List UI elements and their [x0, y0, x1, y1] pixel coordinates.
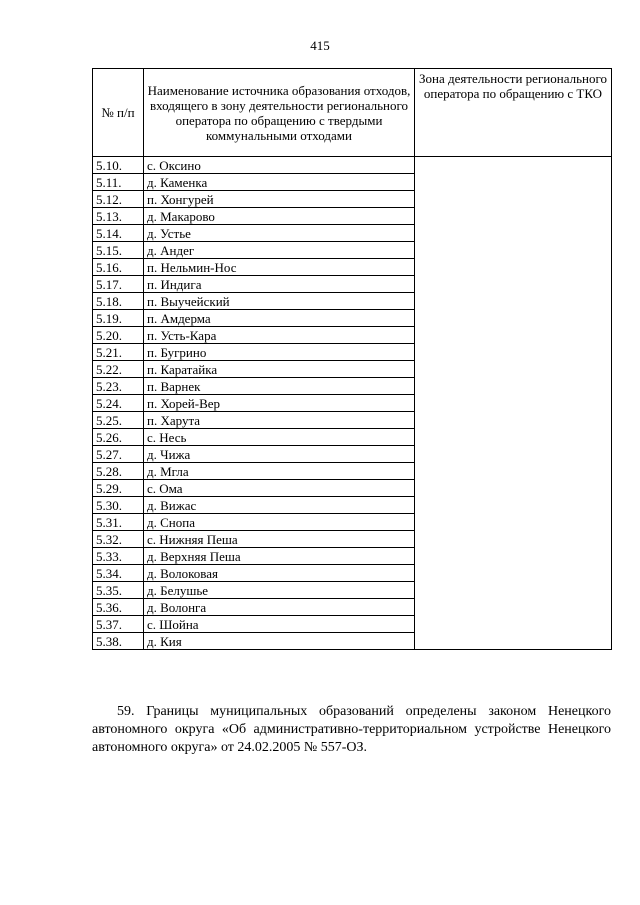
- row-source-name: с. Нижняя Пеша: [144, 531, 415, 548]
- row-number: 5.18.: [93, 293, 144, 310]
- row-source-name: с. Шойна: [144, 616, 415, 633]
- paragraph-59: 59. Границы муниципальных образований определены законом Ненецкого автономного округа «Об административно-территориальном устройстве Ненецкого автономного округа» от 24.02.2005 № 557-ОЗ.: [92, 704, 611, 755]
- row-source-name: п. Варнек: [144, 378, 415, 395]
- row-number: 5.22.: [93, 361, 144, 378]
- row-source-name: с. Несь: [144, 429, 415, 446]
- row-source-name: с. Ома: [144, 480, 415, 497]
- row-source-name: п. Бугрино: [144, 344, 415, 361]
- row-source-name: п. Хорей-Вер: [144, 395, 415, 412]
- row-source-name: д. Белушье: [144, 582, 415, 599]
- row-source-name: п. Индига: [144, 276, 415, 293]
- row-source-name: п. Харута: [144, 412, 415, 429]
- row-source-name: д. Вижас: [144, 497, 415, 514]
- row-number: 5.37.: [93, 616, 144, 633]
- row-number: 5.10.: [93, 157, 144, 174]
- row-source-name: д. Каменка: [144, 174, 415, 191]
- row-source-name: д. Кия: [144, 633, 415, 650]
- row-source-name: п. Хонгурей: [144, 191, 415, 208]
- row-source-name: п. Нельмин-Нос: [144, 259, 415, 276]
- table-row: [93, 157, 612, 174]
- row-source-name: д. Волоковая: [144, 565, 415, 582]
- row-number: 5.26.: [93, 429, 144, 446]
- row-source-name: п. Амдерма: [144, 310, 415, 327]
- row-number: 5.38.: [93, 633, 144, 650]
- row-number: 5.33.: [93, 548, 144, 565]
- row-number: 5.30.: [93, 497, 144, 514]
- row-number: 5.35.: [93, 582, 144, 599]
- row-number: 5.17.: [93, 276, 144, 293]
- row-number: 5.11.: [93, 174, 144, 191]
- table-header-row: [93, 69, 612, 157]
- row-source-name: д. Макарово: [144, 208, 415, 225]
- row-number: 5.31.: [93, 514, 144, 531]
- header-number: № п/п: [93, 69, 144, 157]
- row-number: 5.27.: [93, 446, 144, 463]
- row-source-name: д. Мгла: [144, 463, 415, 480]
- row-source-name: п. Каратайка: [144, 361, 415, 378]
- row-source-name: п. Выучейский: [144, 293, 415, 310]
- row-number: 5.36.: [93, 599, 144, 616]
- row-source-name: с. Оксино: [144, 157, 415, 174]
- row-number: 5.14.: [93, 225, 144, 242]
- row-number: 5.13.: [93, 208, 144, 225]
- row-number: 5.23.: [93, 378, 144, 395]
- row-source-name: п. Усть-Кара: [144, 327, 415, 344]
- row-number: 5.28.: [93, 463, 144, 480]
- row-source-name: д. Чижа: [144, 446, 415, 463]
- row-number: 5.20.: [93, 327, 144, 344]
- row-source-name: д. Волонга: [144, 599, 415, 616]
- row-number: 5.25.: [93, 412, 144, 429]
- row-number: 5.34.: [93, 565, 144, 582]
- row-number: 5.12.: [93, 191, 144, 208]
- row-source-name: д. Андег: [144, 242, 415, 259]
- table-body: [93, 157, 612, 650]
- page-number: 415: [310, 38, 330, 53]
- waste-sources-table: [92, 68, 612, 650]
- row-source-name: д. Устье: [144, 225, 415, 242]
- header-source: Наименование источника образования отходов, входящего в зону деятельности регионального оператора по обращению с твердыми коммунальными отходами: [144, 69, 415, 157]
- row-number: 5.19.: [93, 310, 144, 327]
- row-number: 5.16.: [93, 259, 144, 276]
- row-number: 5.29.: [93, 480, 144, 497]
- row-number: 5.32.: [93, 531, 144, 548]
- header-zone: Зона деятельности регионального оператора по обращению с ТКО: [415, 69, 612, 157]
- row-number: 5.21.: [93, 344, 144, 361]
- row-source-name: д. Снопа: [144, 514, 415, 531]
- zone-cell: [415, 157, 612, 650]
- row-number: 5.15.: [93, 242, 144, 259]
- row-source-name: д. Верхняя Пеша: [144, 548, 415, 565]
- row-number: 5.24.: [93, 395, 144, 412]
